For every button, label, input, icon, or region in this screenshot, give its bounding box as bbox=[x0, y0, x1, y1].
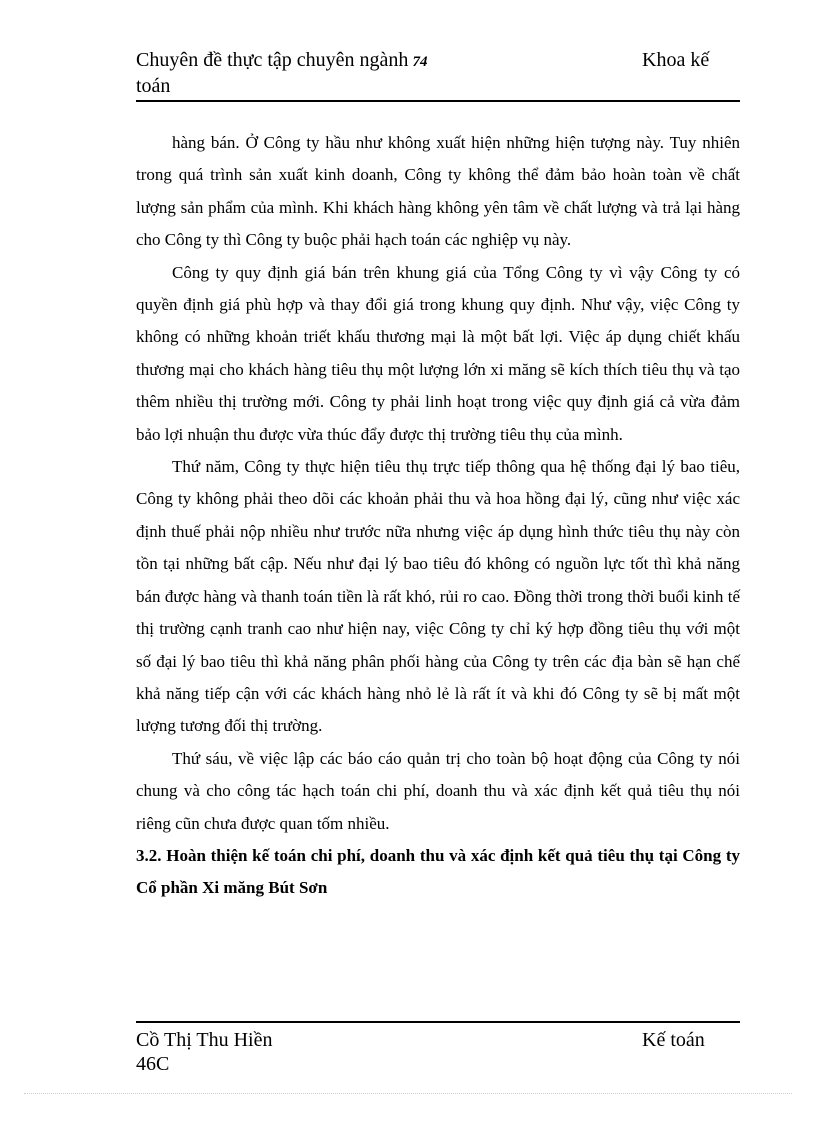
page-header bbox=[136, 48, 740, 102]
paragraph-2: Công ty quy định giá bán trên khung giá của Tổng Công ty vì vậy Công ty có quyền định giá phù hợp và thay đổi giá trong khung quy định. Như vậy, việc Công ty không có những khoản triết khấu thương mại là một bất lợi. Việc áp dụng chiết khấu thương mại cho khách hàng tiêu thụ một lượng lớn xi măng sẽ kích thích tiêu thụ và tạo thêm nhiều thị trường mới. Công ty phải linh hoạt trong việc quy định giá cả vừa đảm bảo lợi nhuận thu được vừa thúc đẩy được thị trường tiêu thụ của mình. bbox=[136, 262, 740, 444]
header-title-line1: Chuyên đề thực tập chuyên ngành bbox=[136, 49, 409, 71]
page-footer bbox=[136, 1021, 740, 1075]
header-title-line2: toán bbox=[136, 75, 171, 97]
document-body bbox=[136, 127, 740, 905]
footer-class: 46C bbox=[136, 1053, 170, 1075]
footer-author: Cồ Thị Thu Hiền bbox=[136, 1029, 273, 1051]
header-title bbox=[136, 48, 466, 98]
page-bottom-divider bbox=[24, 1093, 792, 1094]
footer-department: Kế toán bbox=[642, 1029, 705, 1051]
page-number: 74 bbox=[412, 54, 428, 70]
paragraph-1: hàng bán. Ở Công ty hầu như không xuất hiện những hiện tượng này. Tuy nhiên trong quá trình sản xuất kinh doanh, Công ty không thể đảm bảo hoàn toàn về chất lượng sản phẩm của mình. Khi khách hàng không yên tâm về chất lượng và trả lại hàng cho Công ty thì Công ty buộc phải hạch toán các nghiệp vụ này. bbox=[136, 133, 740, 250]
section-heading: 3.2. Hoàn thiện kế toán chi phí, doanh thu và xác định kết quả tiêu thụ tại Công ty Cổ phần Xi măng Bút Sơn bbox=[136, 845, 740, 898]
paragraph-4: Thứ sáu, về việc lập các báo cáo quản trị cho toàn bộ hoạt động của Công ty nói chung và cho công tác hạch toán chi phí, doanh thu và xác định kết quả tiêu thụ nói riêng cũn chưa được quan tốm nhiều. bbox=[136, 748, 740, 833]
header-department: Khoa kế bbox=[642, 49, 710, 71]
paragraph-3: Thứ năm, Công ty thực hiện tiêu thụ trực tiếp thông qua hệ thống đại lý bao tiêu, Công ty không phải theo dõi các khoản phải thu và hoa hồng đại lý, cũng như việc xác định thuế phải nộp nhiều như trước nữa nhưng việc áp dụng hình thức tiêu thụ này còn tồn tại những bất cập. Nếu như đại lý bao tiêu đó không có nguồn lực tốt thì khả năng bán được hàng và thanh toán tiền là rất khó, rủi ro cao. Đồng thời trong thời buổi kinh tế thị trường cạnh tranh cao như hiện nay, việc Công ty chỉ ký hợp đồng tiêu thụ với một số đại lý bao tiêu thì khả năng phân phối hàng của Công ty trên các địa bàn sẽ hạn chế khả năng tiếp cận với các khách hàng nhỏ lẻ là rất ít và khi đó Công ty sẽ bị mất một lượng tương đối thị trường. bbox=[136, 457, 740, 736]
